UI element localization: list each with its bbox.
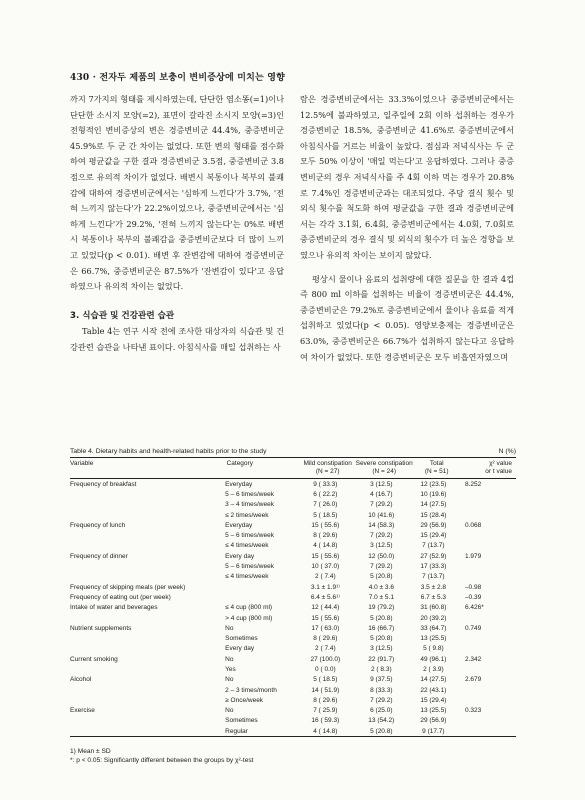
cell-severe: 16 (66.7)	[368, 624, 395, 632]
cell-stat: –0.98	[464, 583, 482, 591]
cell-severe: 3 (12.5)	[370, 645, 393, 653]
cell-severe: 2 ( 8.3)	[371, 665, 392, 673]
table-row	[70, 644, 516, 654]
cell-mild: 2 ( 7.4)	[315, 645, 336, 653]
cell-variable: Alcohol	[70, 676, 92, 684]
section-title: 3. 식습관 및 건강관련 습관	[70, 310, 175, 321]
cell-mild: 15 ( 55.6)	[311, 521, 340, 529]
cell-severe: 7 (29.2)	[370, 696, 393, 704]
cell-mild: 15 ( 55.6)	[311, 552, 340, 560]
table-row	[70, 561, 516, 571]
cell-category: Everyday	[225, 480, 253, 488]
cell-total: 3.5 ± 2.8	[420, 583, 446, 591]
table-row	[70, 675, 516, 685]
cell-stat: 6.426*	[464, 604, 484, 612]
cell-mild: 7 ( 26.0)	[313, 501, 338, 509]
paragraph: 평상시 물이나 음료의 섭취량에 대한 질문을 한 결과 4컵 즉 800 ml 이하를 섭취하는 비율이 경증변비군은 44.4%, 중증변비군은 79.2%로 중증변비군에서 물이나 음료를 적게 섭취하고 있었다(p < 0.05). 영양보충제는 경증변비군은 63.0%, 중증변비군은 66.7%가 섭취하지 않는다고 응답하여 차이가 없었다. 또한 경증변비군은 모두 비흡연자였으며	[300, 273, 514, 362]
cell-total: 10 (19.6)	[420, 490, 447, 498]
table-row	[70, 500, 516, 510]
table-header	[70, 458, 516, 479]
cell-severe: 5 (20.8)	[370, 635, 393, 643]
cell-severe: 13 (54.2)	[368, 717, 395, 725]
cell-category: > 4 cup (800 ml)	[225, 614, 273, 622]
cell-total: 14 (27.5)	[420, 501, 447, 509]
cell-severe: 8 (33.3)	[370, 686, 393, 694]
cell-severe: 3 (12.5)	[370, 542, 393, 550]
cell-total: 9 (17.7)	[422, 727, 445, 735]
cell-stat: 0.749	[464, 624, 482, 632]
cell-variable: Frequency of breakfast	[70, 480, 137, 488]
cell-mild: 4 ( 14.8)	[313, 542, 338, 550]
cell-category: Everyday	[225, 521, 253, 529]
cell-mild: 2 ( 7.4)	[315, 573, 336, 581]
table-row	[70, 520, 516, 530]
cell-total: 49 (96.1)	[420, 655, 447, 663]
cell-total: 20 (39.2)	[420, 614, 447, 622]
cell-mild: 9 ( 33.3)	[313, 480, 338, 488]
cell-mild: 12 ( 44.4)	[311, 604, 340, 612]
cell-mild: 4 ( 14.8)	[313, 727, 338, 735]
cell-severe: 9 (37.5)	[370, 676, 393, 684]
table-row	[70, 582, 516, 592]
cell-category: Every day	[225, 645, 255, 653]
cell-total: 2 ( 3.9)	[423, 665, 444, 673]
paragraph: Table 4는 연구 시작 전에 조사한 대상자의 식습관 및 건강관련 습관을 나타낸 표이다. 아침식사를 매일 섭취하는 사	[70, 326, 284, 352]
table-row	[70, 510, 516, 520]
cell-variable: Intake of water and beverages	[70, 604, 158, 612]
cell-category: Sometimes	[225, 635, 258, 643]
cell-category: No	[225, 707, 234, 715]
cell-severe: 7 (29.2)	[370, 563, 393, 571]
cell-mild: 6.4 ± 5.6¹⁾	[310, 594, 340, 602]
header-variable: Variable	[70, 460, 94, 467]
cell-mild: 0 ( 0.0)	[315, 665, 336, 673]
cell-total: 15 (29.4)	[420, 532, 447, 540]
cell-total: 15 (28.4)	[420, 511, 447, 519]
cell-total: 29 (56.9)	[420, 521, 447, 529]
table-row	[70, 479, 516, 489]
cell-mild: 5 ( 18.5)	[313, 676, 338, 684]
cell-stat: 1.979	[464, 552, 482, 560]
table-caption	[70, 448, 516, 455]
cell-total: 13 (25.5)	[420, 707, 447, 715]
cell-category: No	[225, 676, 234, 684]
cell-variable: Frequency of eating out (per week)	[70, 593, 171, 601]
header-category: Category	[226, 460, 253, 467]
cell-mild: 14 ( 51.9)	[311, 686, 340, 694]
cell-severe: 19 (79.2)	[368, 604, 395, 612]
cell-severe: 4.0 ± 3.6	[368, 583, 394, 591]
cell-mild: 10 ( 37.0)	[311, 563, 340, 571]
cell-total: 13 (25.5)	[420, 635, 447, 643]
cell-severe: 5 (20.8)	[370, 573, 393, 581]
table-row	[70, 541, 516, 551]
cell-category: ≤ 4 times/week	[225, 573, 269, 581]
cell-stat: 0.068	[464, 521, 482, 529]
cell-stat: –0.39	[464, 593, 482, 601]
cell-variable: Nutrient supplements	[70, 624, 132, 632]
cell-severe: 4 (16.7)	[370, 490, 393, 498]
cell-total: 27 (52.9)	[420, 552, 447, 560]
table-row	[70, 685, 516, 695]
table-row	[70, 603, 516, 613]
header-stat: χ² value or t value	[485, 460, 512, 475]
right-column	[300, 92, 514, 365]
cell-mild: 7 ( 25.9)	[313, 707, 338, 715]
cell-severe: 5 (20.8)	[370, 614, 393, 622]
table-4	[70, 457, 516, 737]
table-row	[70, 654, 516, 664]
paragraph: 람은 경증변비군에서는 33.3%이었으나 중증변비군에서는 12.5%에 불과하였고, 일주일에 2회 이하 섭취하는 경우가 경증변비군 18.5%, 중증변비군 41.6%로 중증변비군에서 아침식사를 거르는 비율이 높았다. 점심과 저녁식사는 두 군 모두 50% 이상이 '매일 먹는다'고 응답하였다. 그러나 중증변비군의 경우 저녁식사를 주 4회 이하 먹는 경우가 20.8%로 7.4%인 경증변비군과는 대조되었다. 주당 결식 횟수 및 외식 횟수를 척도화 하여 평균값을 구한 결과 경증변비군에서는 각각 3.1회, 6.4회, 중증변비군에서는 4.0회, 7.0회로 중증변비군의 경우 결식 및 외식의 횟수가 더 높은 경향을 보였으나 유의적 차이는 보이지 않았다.	[300, 94, 514, 260]
cell-total: 5 ( 9.8)	[423, 645, 444, 653]
cell-category: No	[225, 624, 234, 632]
cell-total: 29 (56.9)	[420, 717, 447, 725]
cell-mild: 8 ( 29.6)	[313, 696, 338, 704]
header-mild: Mild constipation (N = 27)	[303, 460, 352, 475]
cell-total: 22 (43.1)	[420, 686, 447, 694]
cell-variable: Frequency of skipping meals (per week)	[70, 583, 186, 591]
cell-category: ≤ 4 cup (800 ml)	[225, 604, 273, 612]
table-row	[70, 572, 516, 582]
header-total: Total (N = 51)	[424, 460, 449, 475]
cell-category: ≤ 2 times/week	[225, 511, 269, 519]
table-row	[70, 623, 516, 633]
table-row	[70, 530, 516, 540]
cell-mild: 8 ( 29.6)	[313, 635, 338, 643]
table-row	[70, 633, 516, 643]
table-unit: N (%)	[498, 448, 516, 455]
cell-category: Yes	[225, 665, 236, 673]
cell-category: ≤ 4 times/week	[225, 542, 269, 550]
cell-category: Sometimes	[225, 717, 258, 725]
cell-severe: 12 (50.0)	[368, 552, 395, 560]
running-header: 430 · 전자두 제품의 보충이 변비증상에 미치는 영향	[70, 73, 286, 83]
footnote: *: p < 0.05: Significantly different between the groups by χ²-test	[70, 757, 254, 764]
cell-severe: 5 (20.8)	[370, 727, 393, 735]
cell-stat: 8.252	[464, 480, 482, 488]
cell-severe: 10 (41.6)	[368, 511, 395, 519]
cell-total: 33 (64.7)	[420, 624, 447, 632]
cell-mild: 8 ( 29.6)	[313, 532, 338, 540]
cell-category: 2 – 3 times/month	[225, 686, 277, 694]
cell-total: 15 (29.4)	[420, 696, 447, 704]
cell-mild: 3.1 ± 1.9¹⁾	[310, 584, 340, 592]
cell-severe: 7.0 ± 5.1	[368, 593, 394, 601]
footnote: 1) Mean ± SD	[70, 748, 111, 755]
cell-category: 5 – 6 times/week	[225, 563, 274, 571]
cell-mild: 16 ( 59.3)	[311, 717, 340, 725]
cell-category: 5 – 6 times/week	[225, 490, 274, 498]
cell-category: 5 – 6 times/week	[225, 532, 274, 540]
table-row	[70, 551, 516, 561]
table-row	[70, 706, 516, 716]
cell-category: No	[225, 655, 234, 663]
cell-variable: Current smoking	[70, 655, 118, 663]
cell-mild: 6 ( 22.2)	[313, 490, 338, 498]
table-row	[70, 726, 516, 736]
cell-severe: 14 (58.3)	[368, 521, 395, 529]
cell-total: 17 (33.3)	[420, 563, 447, 571]
cell-category: Every day	[225, 552, 255, 560]
cell-category: Regular	[225, 727, 248, 735]
cell-stat: 0.323	[464, 707, 482, 715]
cell-stat: 2.342	[464, 655, 482, 663]
cell-total: 7 (13.7)	[422, 573, 445, 581]
cell-total: 31 (60.8)	[420, 604, 447, 612]
table-row	[70, 664, 516, 674]
cell-stat: 2.679	[464, 676, 482, 684]
table-row	[70, 716, 516, 726]
cell-total: 12 (23.5)	[420, 480, 447, 488]
cell-mild: 5 ( 18.5)	[313, 511, 338, 519]
cell-variable: Frequency of dinner	[70, 552, 128, 560]
cell-total: 7 (13.7)	[422, 542, 445, 550]
header-severe: Severe constipation (N = 24)	[355, 460, 413, 475]
cell-severe: 3 (12.5)	[370, 480, 393, 488]
cell-severe: 22 (91.7)	[368, 655, 395, 663]
cell-severe: 6 (25.0)	[370, 707, 393, 715]
cell-variable: Frequency of lunch	[70, 521, 126, 529]
left-column	[70, 92, 284, 356]
cell-severe: 7 (29.2)	[370, 532, 393, 540]
cell-variable: Exercise	[70, 707, 95, 715]
cell-mild: 27 (100.0)	[310, 655, 341, 663]
cell-category: ≥ Once/week	[225, 696, 264, 704]
table-row	[70, 695, 516, 705]
table-row	[70, 489, 516, 499]
cell-category: 3 – 4 times/week	[225, 501, 274, 509]
cell-severe: 7 (29.2)	[370, 501, 393, 509]
table-row	[70, 592, 516, 602]
table-row	[70, 613, 516, 623]
cell-mild: 15 ( 55.6)	[311, 614, 340, 622]
cell-total: 6.7 ± 5.3	[420, 593, 446, 601]
paragraph: 까지 7가지의 형태를 제시하였는데, 단단한 염소똥(=1)이나 단단한 소시지 모양(=2), 표면이 갈라진 소시지 모양(=3)인 전형적인 변비증상의 변은 경증변비군 44.4%, 중증변비군 45.9%로 두 군 간 차이는 없었다. 또한 변의 형태를 점수화하여 평균값을 구한 결과 경증변비군 3.5점, 중증변비군 3.8점으로 유의적 차이가 없었다. 배변시 복통이나 복부의 불쾌감에 대하여 경증변비군에서는 '심하게 느낀다'가 3.7%, '전혀 느끼지 않는다'가 22.2%이었으나, 중증변비군에서는 '심하게 느낀다'가 29.2%, '전혀 느끼지 않는다'는 0%로 배변시 복통이나 복부의 불쾌감을 중증변비군보다 더 많이 느끼고 있었다(p < 0.01). 배변 후 잔변감에 대하여 경증변비군은 66.7%, 중증변비군은 87.5%가 '잔변감이 있다'고 응답하였으나 유의적 차이는 없었다.	[70, 94, 284, 292]
table-footnotes	[70, 747, 254, 765]
table-title: Table 4. Dietary habits and health-related habits prior to the study	[70, 448, 267, 455]
cell-mild: 17 ( 63.0)	[311, 624, 340, 632]
cell-total: 14 (27.5)	[420, 676, 447, 684]
table-body	[70, 479, 516, 736]
